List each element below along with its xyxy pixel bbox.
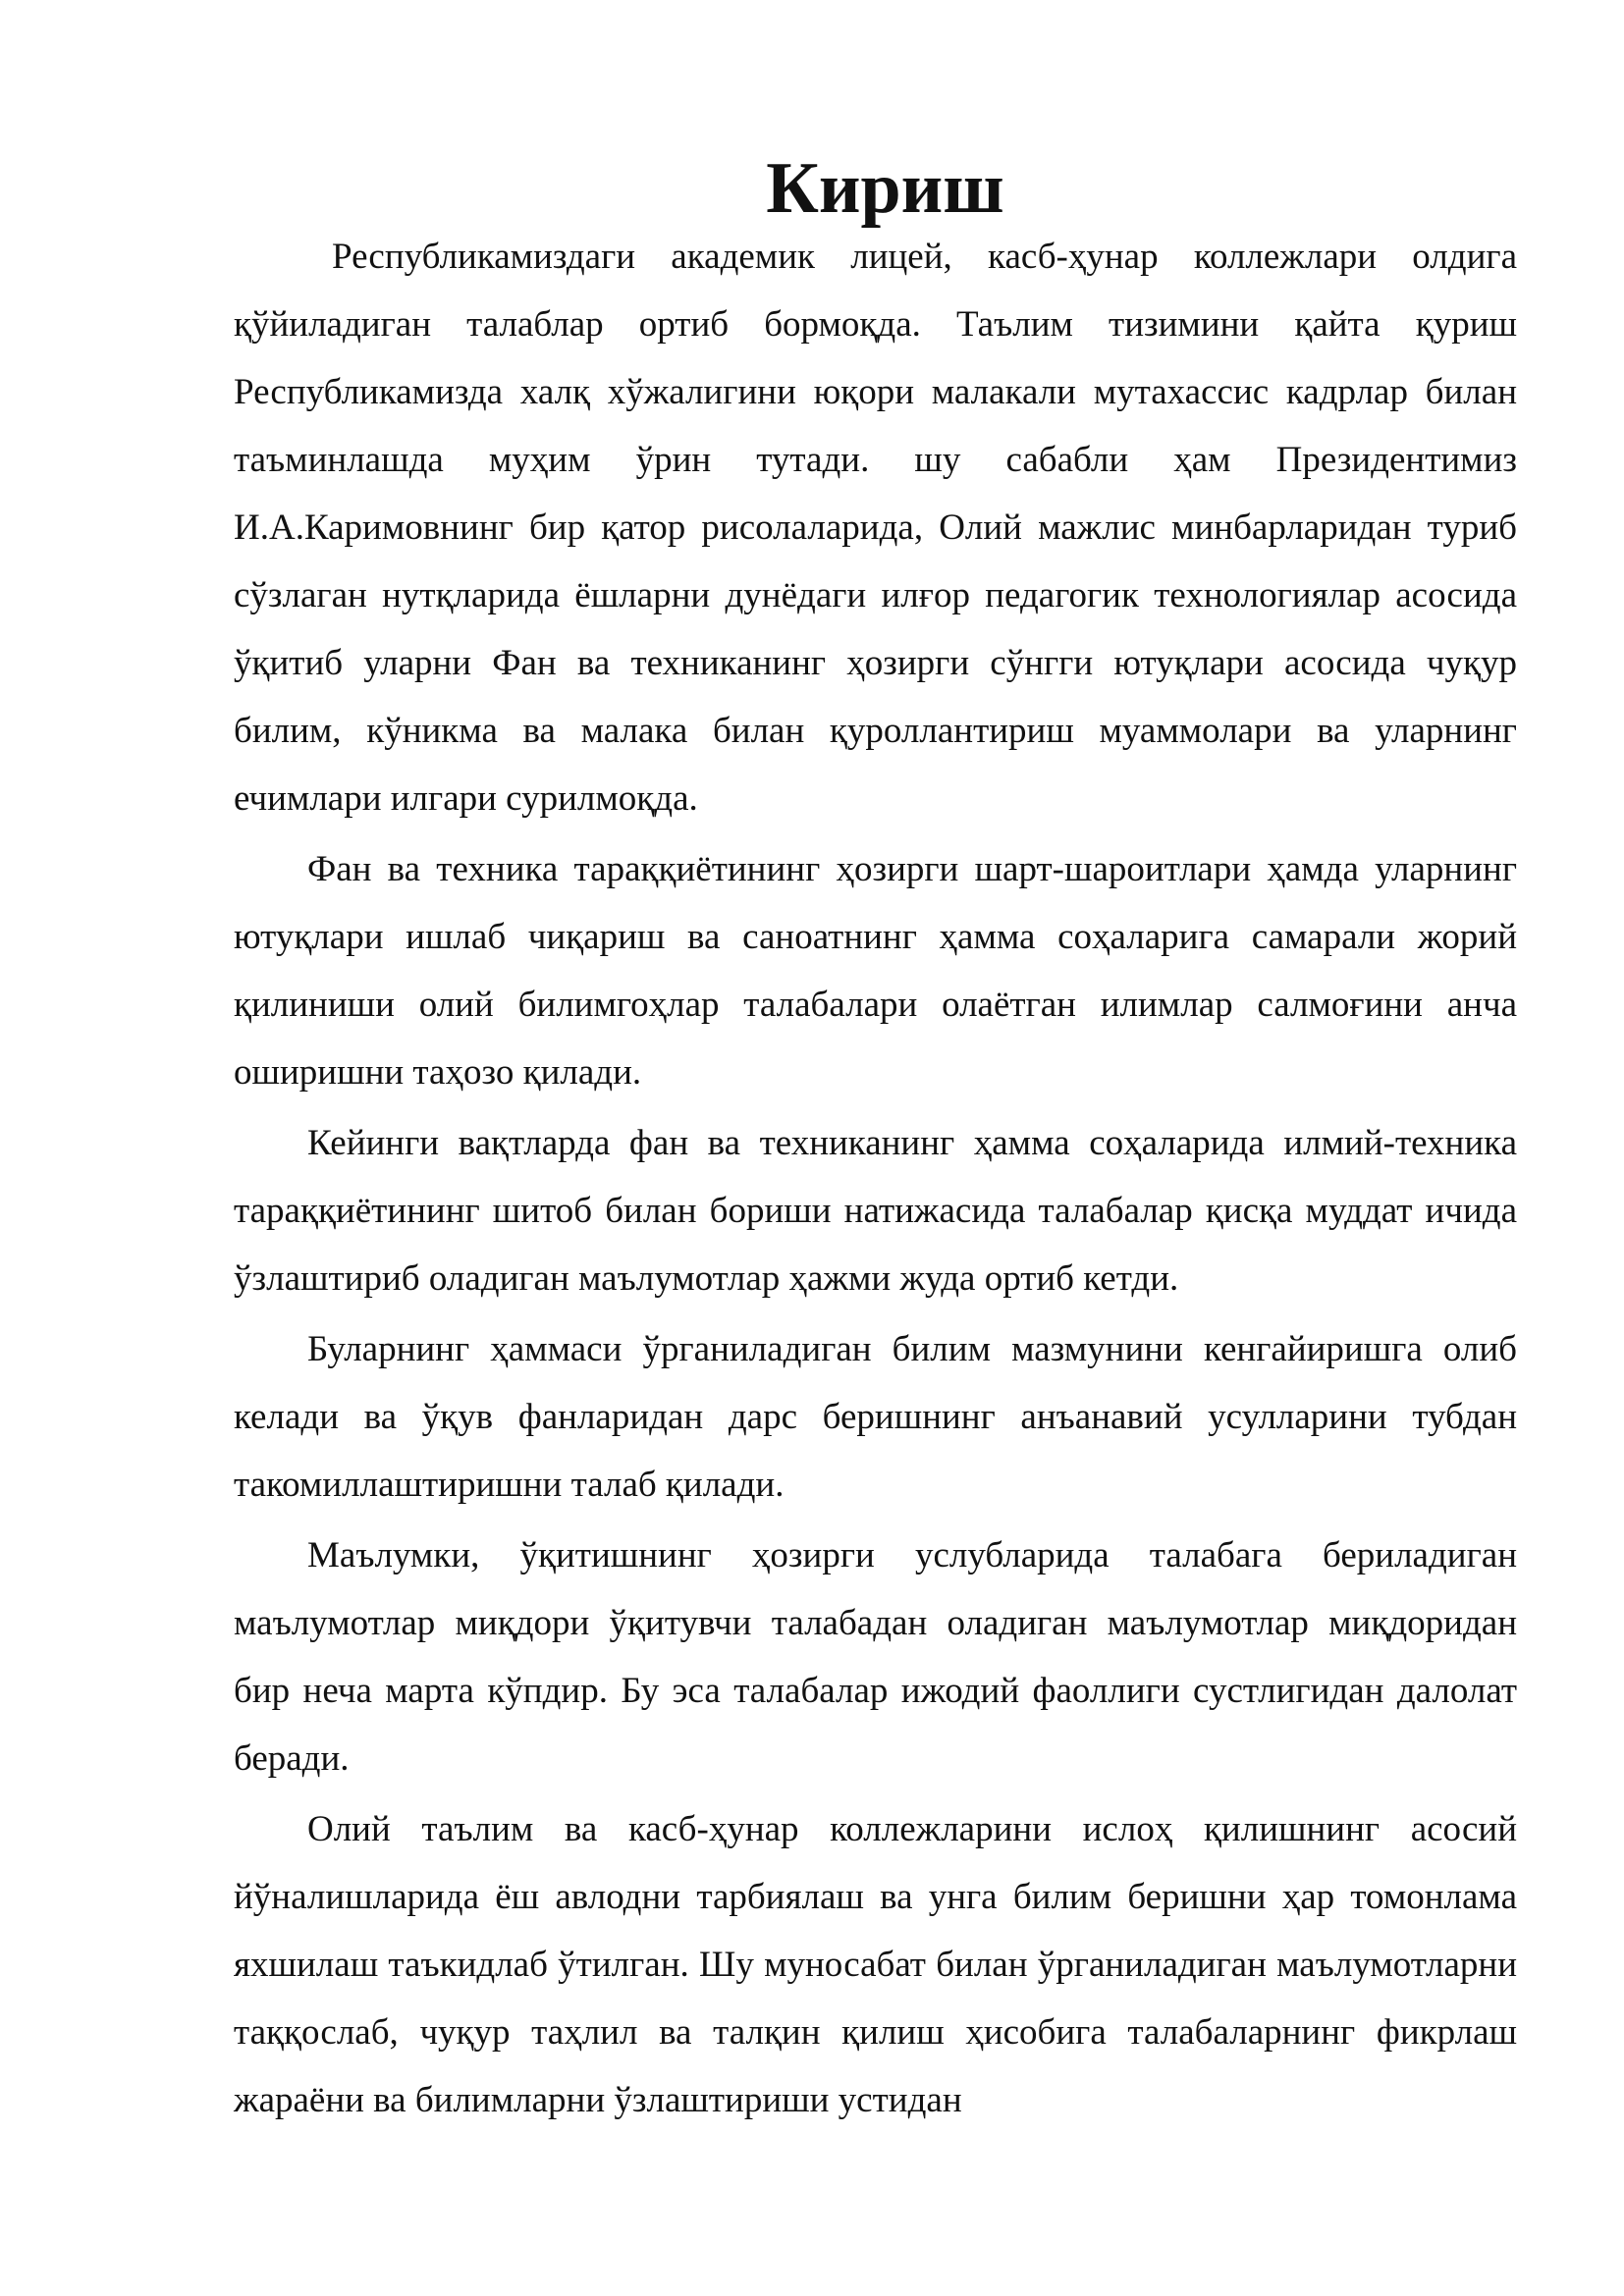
paragraph-3: Кейинги вақтларда фан ва техниканинг ҳамма соҳаларида илмий-техника тараққиётининг шитоб билан бориши натижасида талабалар қисқа муддат ичида ўзлаштириб оладиган маълумотлар ҳажми жуда ортиб кетди.: [234, 1123, 1517, 1299]
page-heading: Кириш: [766, 148, 1004, 229]
paragraph-2: Фан ва техника тараққиётининг ҳозирги шарт-шароитлари ҳамда уларнинг ютуқлари ишлаб чиқариш ва саноатнинг ҳамма соҳаларига самарали жорий қилиниши олий билимгоҳлар талабалари олаётган илимлар салмоғини анча оширишни таҳозо қилади.: [234, 849, 1517, 1093]
paragraph-6: Олий таълим ва касб-ҳунар коллежларини ислоҳ қилишнинг асосий йўналишларида ёш авлодни тарбиялаш ва унга билим беришни ҳар томонлама яхшилаш таъкидлаб ўтилган. Шу муносабат билан ўрганиладиган маълумотларни таққослаб, чуқур таҳлил ва талқин қилиш ҳисобига талабаларнинг фикрлаш жараёни ва билимларни ўзлаштириши устидан: [234, 1809, 1517, 2120]
page-content: [234, 148, 1517, 2137]
paragraph-5: Маълумки, ўқитишнинг ҳозирги услубларида талабага бериладиган маълумотлар миқдори ўқитувчи талабадан оладиган маълумотлар миқдоридан бир неча марта кўпдир. Бу эса талабалар ижодий фаоллиги сустлигидан далолат беради.: [234, 1535, 1517, 1779]
paragraph-1: Республикамиздаги академик лицей, касб-ҳунар коллежлари олдига қўйиладиган талаблар ортиб бормоқда. Таълим тизимини қайта қуриш Республикамизда халқ хўжалигини юқори малакали мутахассис кадрлар билан таъминлашда муҳим ўрин тутади. шу сабабли ҳам Президентимиз И.А.Каримовнинг бир қатор рисолаларида, Олий мажлис минбарларидан туриб сўзлаган нутқларида ёшларни дунёдаги илғор педагогик технологиялар асосида ўқитиб уларни Фан ва техниканинг ҳозирги сўнгги ютуқлари асосида чуқур билим, кўникма ва малака билан қуроллантириш муаммолари ва уларнинг ечимлари илгари сурилмоқда.: [234, 237, 1517, 819]
paragraph-4: Буларнинг ҳаммаси ўрганиладиган билим мазмунини кенгайиришга олиб келади ва ўқув фанларидан дарс беришнинг анъанавий усулларини тубдан такомиллаштиришни талаб қилади.: [234, 1329, 1517, 1505]
